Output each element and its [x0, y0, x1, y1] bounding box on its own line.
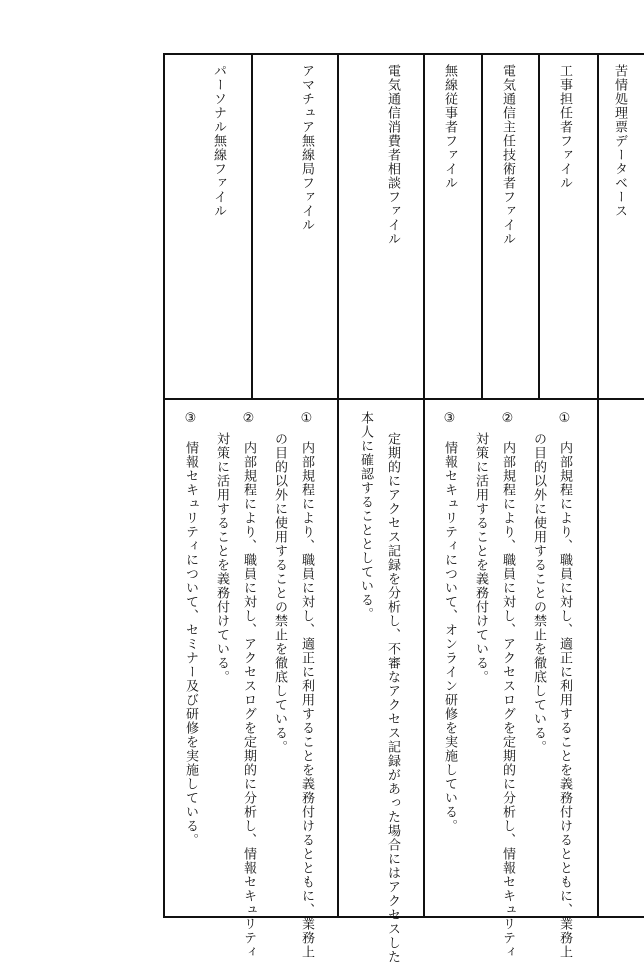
- table-left-border: [163, 53, 165, 917]
- column-divider: [597, 53, 599, 917]
- file-name: 苦情処理票データベース: [612, 64, 627, 218]
- measure-line: ③ 情報セキュリティについて、オンライン研修を実施している。: [442, 411, 457, 833]
- measure-line: ③ 情報セキュリティについて、セミナー及び研修を実施している。: [183, 411, 198, 847]
- column-divider: [481, 53, 483, 399]
- measure-line: の目的以外に使用することの禁止を徹底している。: [531, 432, 546, 754]
- table-top-border: [163, 53, 644, 55]
- measure-line: ② 内部規程により、職員に対し、アクセスログを定期的に分析し、情報セキュリティ: [500, 411, 515, 959]
- file-name: 工事担任者ファイル: [557, 64, 572, 190]
- file-name: パーソナル無線ファイル: [211, 64, 226, 218]
- column-divider: [423, 53, 425, 917]
- measure-line: 対策に活用することを義務付けている。: [214, 432, 229, 684]
- column-divider: [337, 53, 339, 917]
- measure-line: 対策に活用することを義務付けている。: [473, 432, 488, 684]
- measure-line: ① 内部規程により、職員に対し、適正に利用することを義務付けるとともに、業務上: [299, 411, 314, 959]
- file-name: 電気通信消費者相談ファイル: [385, 64, 400, 246]
- file-name: アマチュア無線局ファイル: [299, 64, 314, 232]
- column-divider: [538, 53, 540, 399]
- measure-line: の目的以外に使用することの禁止を徹底している。: [272, 432, 287, 754]
- column-divider: [251, 53, 253, 399]
- measure-line: 本人に確認することとしている。: [358, 411, 373, 621]
- measure-line: 定期的にアクセス記録を分析し、不審なアクセス記録があった場合にはアクセスした: [385, 432, 400, 964]
- table-middle-border: [163, 398, 644, 400]
- measure-line: ① 内部規程により、職員に対し、適正に利用することを義務付けるとともに、業務上: [557, 411, 572, 959]
- file-name: 無線従事者ファイル: [442, 64, 457, 190]
- file-name: 電気通信主任技術者ファイル: [500, 64, 515, 246]
- measure-line: ② 内部規程により、職員に対し、アクセスログを定期的に分析し、情報セキュリティ: [241, 411, 256, 959]
